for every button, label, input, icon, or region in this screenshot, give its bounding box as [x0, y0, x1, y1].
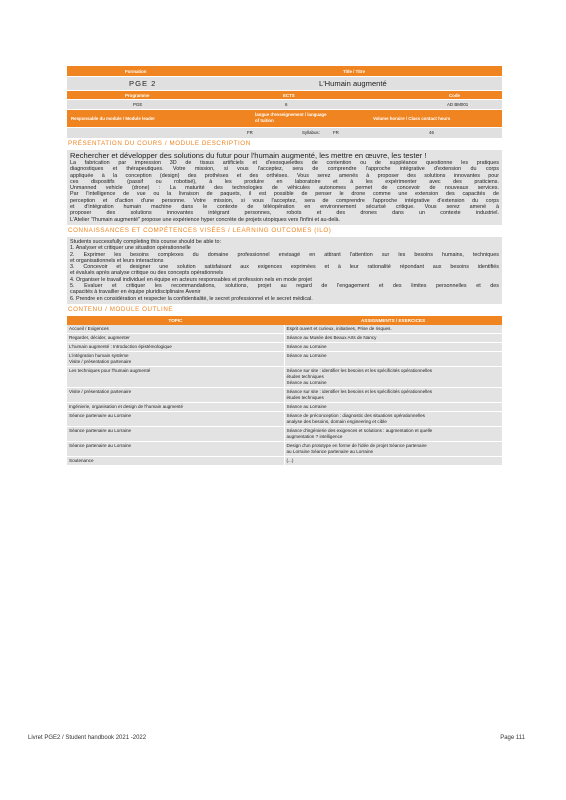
- page-number: Page 111: [500, 735, 525, 741]
- outline-assignment-cell: Séance de préconception : diagnostic des situations opérationnelles analyse des besoins, domain engineering et cible: [284, 411, 502, 426]
- code-value: AD BM001: [447, 102, 469, 107]
- outline-body: [67, 325, 502, 466]
- footer-handbook-label: Livret PGE2 / Student handbook 2021 -2022: [28, 735, 147, 741]
- volume-label: Volume horaire / Class contact hours: [373, 116, 451, 121]
- outcome-line: 6. Prendre en considération et respecter la confidentialité, le secret professionnel et le secret médical.: [70, 295, 313, 302]
- topic-header: TOPIC: [67, 316, 284, 325]
- formation-value: PGE 2: [129, 79, 157, 88]
- outline-row: [67, 426, 502, 441]
- outline-row: [67, 387, 502, 402]
- outline-topic-cell: Les techniques pour l'humain augmenté: [67, 366, 284, 387]
- outline-row: [67, 441, 502, 456]
- outline-header-row: [67, 316, 502, 325]
- langue-label: langue d'enseignement / language of tuition: [255, 112, 327, 123]
- outline-row: [67, 342, 502, 351]
- outline-assignment-cell: Séance au Musée des Beaux Arts de Nancy: [284, 333, 502, 342]
- title-value: L'Humain augmenté: [319, 79, 387, 88]
- syllabus-value: FR: [333, 130, 339, 135]
- assignments-header: ASSIGNMENTS / EXERCICES: [284, 316, 502, 325]
- header-row-labels-3: [67, 110, 502, 128]
- description-line: La fabrication par impression 3D de tissus artificiels et d'exosquelettes de contention ou de suppléance questionne les pratiques: [70, 160, 499, 166]
- outcomes-box: [67, 237, 502, 304]
- header-row-labels-1: [67, 66, 502, 77]
- description-line: L'Atelier "l'humain augmenté" propose une expérience hyper concrète de projets utopiques vers l'infini et au-delà.: [70, 216, 341, 223]
- outline-topic-cell: L'humain augmenté : Introduction épistémologique: [67, 342, 284, 351]
- outline-row: [67, 456, 502, 465]
- header-row-labels-2: [67, 91, 502, 100]
- outline-topic-cell: Soutenance: [67, 456, 284, 465]
- outline-row: [67, 402, 502, 411]
- description-box: [67, 150, 502, 225]
- outline-assignment-cell: Séance sur site : identifier les besoins et les spécificités opérationnelles études techniques Séance au Lorraine: [284, 366, 502, 387]
- outline-row: [67, 333, 502, 342]
- ects-label: ECTS: [283, 93, 295, 98]
- responsable-label: Responsable du module / Module leader: [71, 116, 155, 121]
- description-line: diagnostiques et thérapeutiques. Votre mission, si vous l'acceptez, sera de comprendre l'approche intégrative d'extension du corps: [70, 166, 499, 173]
- outline-assignment-cell: Esprit ouvert et curieux, initiatives, Prise de risques.: [284, 325, 502, 334]
- description-line: proposer des solutions innovantes intégrant personnes, robots et des drones dans un contexte industriel.: [70, 210, 499, 217]
- outline-table: [67, 316, 502, 466]
- outcome-line: 3. Concevoir et designer une solution satisfaisant aux exigences exprimées et à leur rationalité répondant aux besoins identifiés: [70, 264, 499, 271]
- code-label: Code: [449, 93, 460, 98]
- title-label: Title / Titre: [343, 69, 366, 74]
- outline-row: [67, 325, 502, 334]
- outline-row: [67, 411, 502, 426]
- outline-topic-cell: Séance partenaire au Lorraine: [67, 426, 284, 441]
- outcome-line: et évalués après analyse critique ou des concepts opérationnels: [70, 270, 224, 277]
- ects-value: 6: [285, 102, 288, 107]
- header-row-values-1: [67, 77, 502, 91]
- description-line: Unmanned vehicle (drone) : La maturité des technologies de véhicules autonomes permet de concevoir de nouveaux services.: [70, 185, 499, 192]
- outcome-line: Students successfully completing this course should be able to:: [70, 238, 222, 245]
- description-line: Par l'intelligence de vue ou la livraison de paquets, il est possible de penser le drone comme une extension des capacités de: [70, 191, 499, 198]
- description-headline: Rechercher et développer des solutions du futur pour l'humain augmenté, les mettre en œuvre, les tester !: [70, 151, 427, 160]
- outcome-line: capacités à travailler en équipe pluridisciplinaire Avenir: [70, 289, 201, 296]
- outline-topic-cell: Accueil / Exigences: [67, 325, 284, 334]
- syllabus-label: Syllabus:: [302, 130, 320, 135]
- outline-row: [67, 366, 502, 387]
- outline-topic-cell: Séance partenaire au Lorraine: [67, 411, 284, 426]
- outcome-line: 2. Exprimer les besoins complexes du domaine professionnel envisagé en attirant l'attention sur les besoins humains, techniques: [70, 251, 499, 258]
- volume-value: 46: [429, 130, 434, 135]
- outline-assignment-cell: (...): [284, 456, 502, 465]
- outline-assignment-cell: Séance au Lorraine: [284, 342, 502, 351]
- programme-value: PGE: [133, 102, 143, 107]
- outline-assignment-cell: Séance d'ingénierie des exigences et solutions : augmentation et quelle augmentation ? intelligence: [284, 426, 502, 441]
- header-row-values-2: [67, 100, 502, 110]
- outcome-line: 4. Organiser le travail individuel en équipe en acteurs responsables et profession nels en mode projet: [70, 276, 312, 283]
- outline-assignment-cell: Séance sur site : identifier les besoins et les spécificités opérationnelles études techniques: [284, 387, 502, 402]
- header-row-values-3: [67, 128, 502, 138]
- outcomes-title: CONNAISSANCES ET COMPÉTENCES VISÉES / LEARNING OUTCOMES (ILO): [68, 226, 332, 234]
- outline-topic-cell: Séance partenaire au Lorraine: [67, 441, 284, 456]
- outline-topic-cell: Regarder, décider, augmenter: [67, 333, 284, 342]
- description-line: appliquée à la conception (design) des prothèses et des orthèses. Vous serez amenés à proposer des solutions innovantes pour: [70, 172, 499, 179]
- outline-topic-cell: Ingénierie, organisation et design de l'humain augmenté: [67, 402, 284, 411]
- outcome-line: 1. Analyser et critiquer une situation opérationnelle: [70, 245, 191, 252]
- outline-topic-cell: L'intégration humain système Visite / présentation partenaire: [67, 351, 284, 366]
- outcome-line: 5. Évaluer et critiquer les recommandations, solutions, projet au regard de l'engagement et des limites personnelles et des: [70, 283, 499, 290]
- description-line: et d'intégration humain machine dans le contexte de téléopération en environnement sécurisé critique. Vous serez amené à: [70, 204, 499, 211]
- syllabus-sheet: [67, 66, 502, 466]
- outline-topic-cell: Visite / présentation partenaire: [67, 387, 284, 402]
- formation-label: Formation: [125, 69, 147, 74]
- outline-row: [67, 351, 502, 366]
- outline-assignment-cell: Séance au Lorraine: [284, 402, 502, 411]
- page-footer: [28, 735, 525, 741]
- outline-assignment-cell: Séance au Lorraine: [284, 351, 502, 366]
- langue-value: FR: [247, 130, 253, 135]
- description-line: perception et d'action d'une personne. Votre mission, si vous l'acceptez, sera de comprendre l'approche intégrative d'extension du corps: [70, 197, 499, 204]
- description-title: PRÉSENTATION DU COURS / MODULE DESCRIPTION: [68, 140, 251, 147]
- outcome-line: et organisationnels et leurs interactions: [70, 257, 164, 264]
- programme-label: Programme: [125, 93, 150, 98]
- outline-assignment-cell: Design d'un prototype en forme de l'idée de projet Séance partenaire au Lorraine Séance partenaire au Lorraine: [284, 441, 502, 456]
- description-line: ces dispositifs (passif ou robotisé), à les produire en laboratoire et à les expérimenter avec des praticiens.: [70, 178, 499, 185]
- outline-title: CONTENU / MODULE OUTLINE: [68, 305, 174, 313]
